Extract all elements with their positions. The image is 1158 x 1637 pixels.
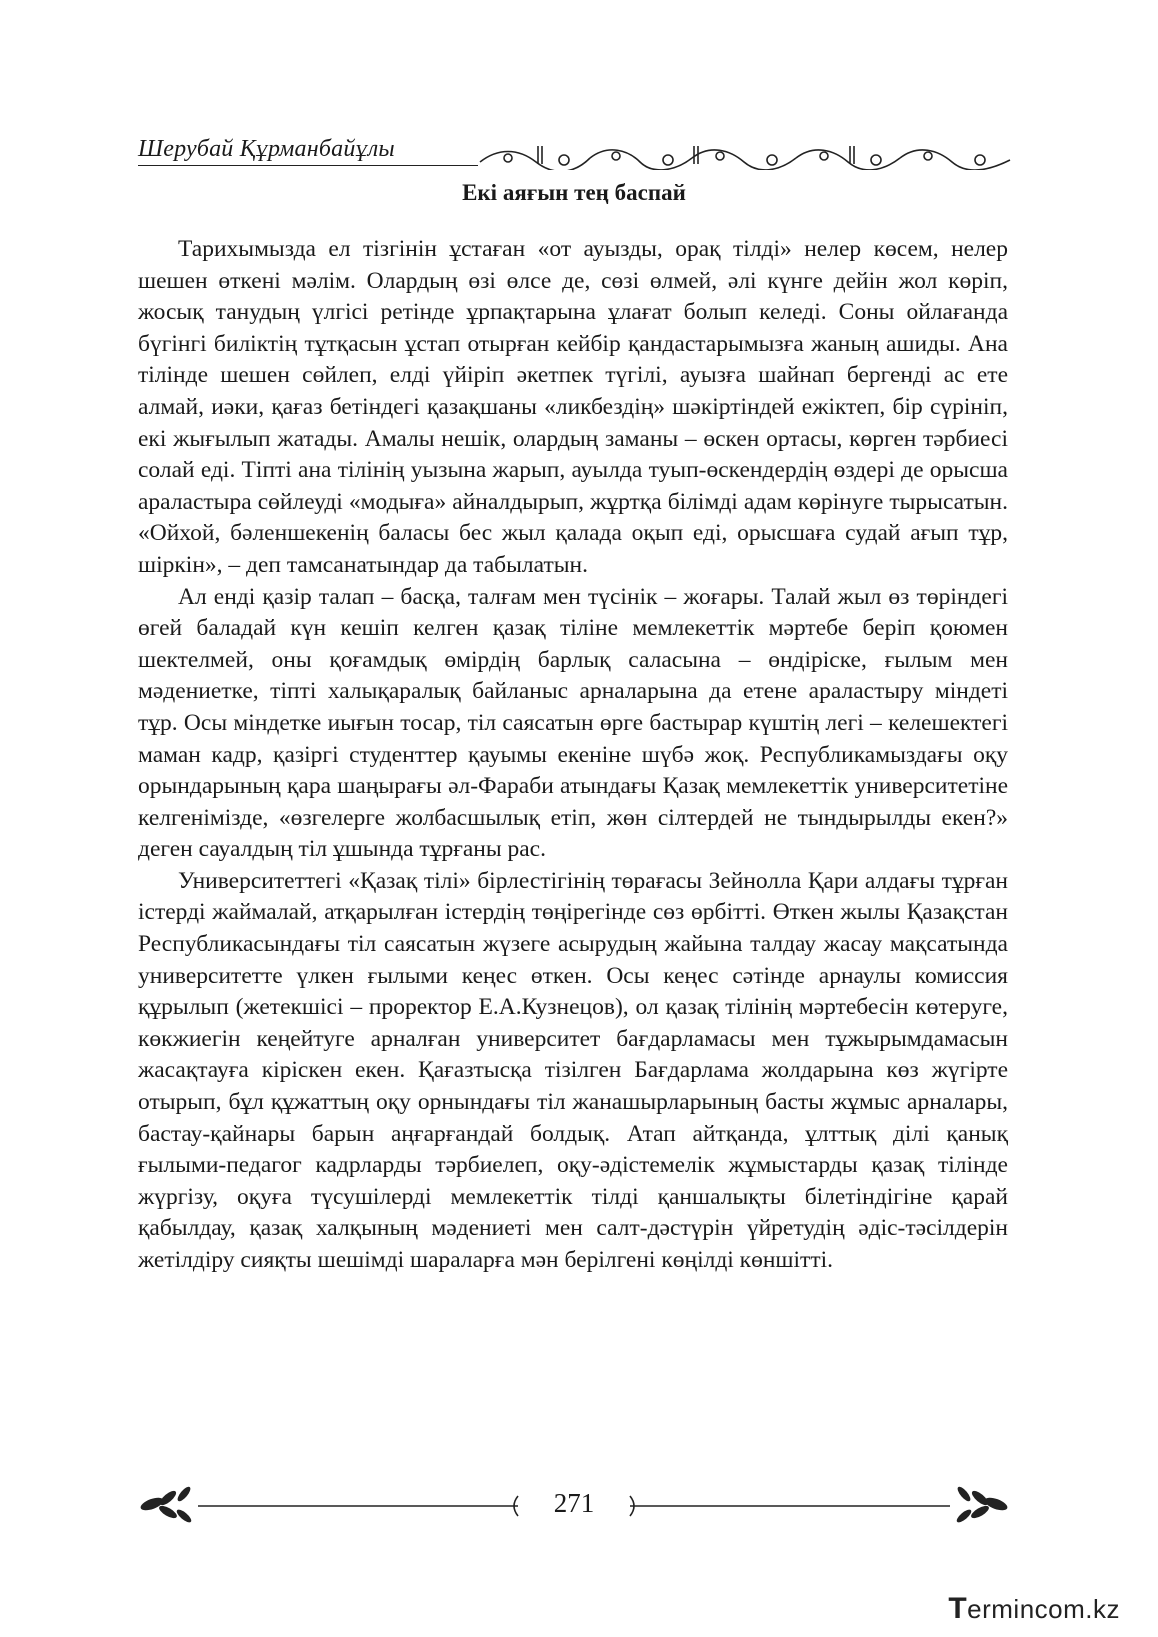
scroll-vine-ornament-icon (478, 140, 1013, 170)
author-name: Шерубай Құрманбайұлы (138, 136, 395, 162)
article-body (138, 234, 1008, 1277)
header-rule (138, 165, 478, 166)
leaf-ornament-icon-right (955, 1485, 1009, 1525)
leaf-ornament-icon-left (139, 1485, 193, 1525)
paragraph: Тарихымызда ел тізгінін ұстаған «от ауызды, орақ тілді» нелер көсем, нелер шешен өткені мәлім. Олардың өзі өлсе де, сөзі өлмей, әлі күнге дейін жол көріп, жосық танудың үлгісі ретінде ұрпақтарына ұлағат болып келеді. Соны ойлағанда бүгінгі биліктің тұтқасын ұстап отырған кейбір қандастарымызға жаның ашиды. Ана тілінде шешен сөйлеп, елді үйіріп әкетпек түгілі, ауызға шайнап бергенді ас ете алмай, иәки, қағаз бетіндегі қазақшаны «ликбездің» шәкіртіндей ежіктеп, бір сүрініп, екі жығылып жатады. Амалы нешік, олардың заманы – өскен ортасы, көрген тәрбиесі солай еді. Тіпті ана тілінің уызына жарып, ауылда туып-өскендердің өздері де орысша араластыра сөйлеуді «модыға» айналдырып, жұртқа білімді адам көрінуге тырысатын. «Ойхой, бәленшекенің баласы бес жыл қалада оқып еді, орысшаға судай ағып тұр, шіркін», – деп тамсанатындар да табылатын. (138, 236, 1008, 578)
page-number: 271 (553, 1488, 595, 1518)
article-title: Екі аяғын тең баспай (462, 180, 686, 205)
page-footer (138, 1484, 1010, 1534)
paragraph: Университеттегі «Қазақ тілі» бірлестігінің төрағасы Зейнолла Қари алдағы тұрған істерді жаймалай, атқарылған істердің төңірегінде сөз өрбітті. Өткен жылы Қазақстан Республикасындағы тіл саясатын жүзеге асырудың жайына талдау жасау мақсатында университетте үлкен ғылыми кеңес өткен. Осы кеңес сәтінде арнаулы комиссия құрылып (жетекшісі – проректор Е.А.Кузнецов), ол қазақ тілінің мәртебесін көтеруге, көкжиегін кеңейтуге арналған университет бағдарламасы мен тұжырымдамасын жасақтауға кіріскен екен. Қағазтысқа тізілген Бағдарлама жолдарына көз жүгірте отырып, бұл құжаттың оқу орнындағы тіл жанашырларының басты жұмыс арналары, бастау-қайнары барын аңғарғандай болдық. Атап айтқанда, ұлттық ділі қанық ғылыми-педагог кадрларды тәрбиелеп, оқу-әдістемелік жұмыстарды қазақ тілінде жүргізу, оқуға түсушілерді мемлекеттік тілді қаншалықты білетіндігіне қарай қабылдау, қазақ халқының мәдениеті мен салт-дәстүрін үйретудің әдіс-тәсілдерін жетілдіру сияқты шешімді шараларға мән берілгені көңілді көншітті. (138, 867, 1008, 1273)
paragraph: Ал енді қазір талап – басқа, талғам мен түсінік – жоғары. Талай жыл өз төріндегі өгей баладай күн кешіп келген қазақ тіліне мемлекеттік мәртебе беріп қоюмен шектелмей, оны қоғамдық өмірдің барлық саласына – өндіріске, ғылым мен мәдениетке, тіпті халықаралық байланыс арналарына да етене араластыру міндеті тұр. Осы міндетке иығын тосар, тіл саясатын өрге бастырар күштің легі – келешектегі маман кадр, қазіргі студенттер қауымы екеніне шүбә жоқ. Республикамыздағы оқу орындарының қара шаңырағы әл-Фараби атындағы Қазақ мемлекеттік университетіне келгенімізде, «өзгелерге жолбасшылық етіп, жөн сілтердей не тындырылды екен?» деген сауалдың тіл ұшында тұрғаны рас. (138, 583, 1008, 863)
site-watermark: Termincom.kz (948, 1592, 1120, 1625)
running-header (138, 132, 1010, 172)
